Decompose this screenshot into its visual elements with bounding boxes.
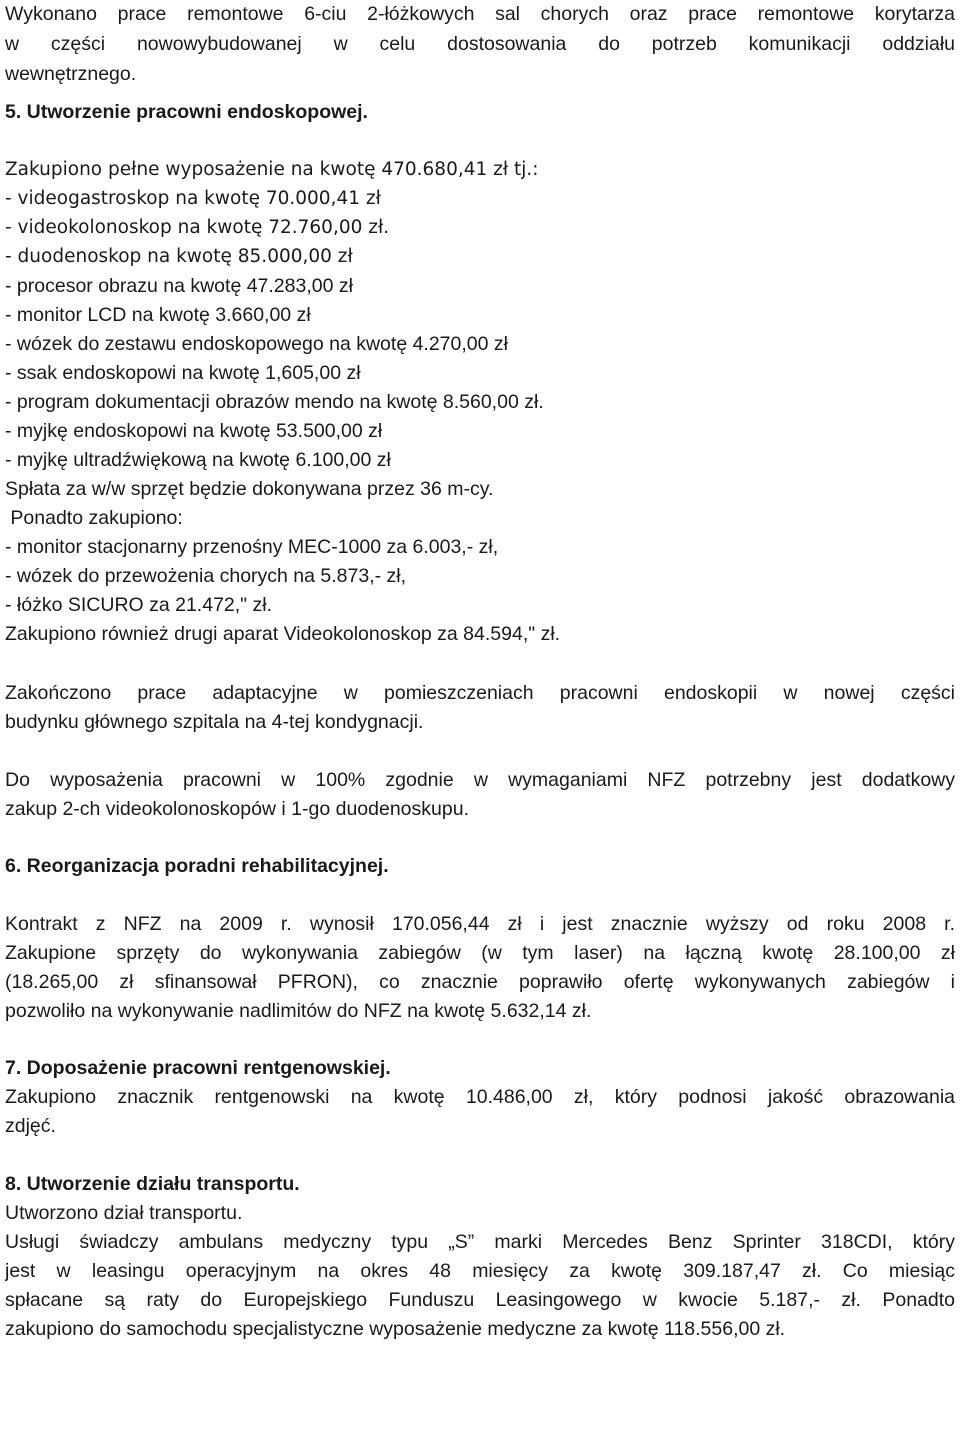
equipment-item: - wózek do zestawu endoskopowego na kwotę 4.270,00 zł xyxy=(5,333,508,355)
equipment-item: - program dokumentacji obrazów mendo na kwotę 8.560,00 zł. xyxy=(5,391,544,413)
needs-line-2: zakup 2-ch videokolonoskopów i 1-go duodenoskupu. xyxy=(5,798,469,820)
section-8-line-2: jest w leasingu operacyjnym na okres 48 miesięcy za kwotę 309.187,47 zł. Co miesiąc xyxy=(5,1260,955,1282)
additional-item: - łóżko SICURO za 21.472," zł. xyxy=(5,594,273,616)
section-8-lead: Utworzono dział transportu. xyxy=(5,1202,243,1224)
section-8-heading: 8. Utworzenie działu transportu. xyxy=(5,1173,300,1195)
additional-item: - monitor stacjonarny przenośny MEC-1000 za 6.003,- zł, xyxy=(5,536,499,558)
equipment-item: - monitor LCD na kwotę 3.660,00 zł xyxy=(5,304,311,326)
section-6-line-4: pozwoliło na wykonywanie nadlimitów do NFZ na kwotę 5.632,14 zł. xyxy=(5,1000,592,1022)
section-8-line-4: zakupiono do samochodu specjalistyczne wyposażenie medyczne za kwotę 118.556,00 zł. xyxy=(5,1318,786,1340)
intro-line-3: wewnętrznego. xyxy=(5,63,137,85)
equipment-item: - myjkę endoskopowi na kwotę 53.500,00 zł xyxy=(5,420,383,442)
section-6-heading: 6. Reorganizacja poradni rehabilitacyjnej. xyxy=(5,855,389,877)
adaptation-line-1: Zakończono prace adaptacyjne w pomieszczeniach pracowni endoskopii w nowej części xyxy=(5,682,955,704)
section-5-lead: Zakupiono pełne wyposażenie na kwotę 470.680,41 zł tj.: xyxy=(5,159,539,180)
equipment-item: - duodenoskop na kwotę 85.000,00 zł xyxy=(5,246,353,267)
second-device-note: Zakupiono również drugi aparat Videokolonoskop za 84.594," zł. xyxy=(5,623,561,645)
equipment-item: - videogastroskop na kwotę 70.000,41 zł xyxy=(5,188,381,209)
section-7-heading: 7. Doposażenie pracowni rentgenowskiej. xyxy=(5,1057,391,1079)
equipment-item: - videokolonoskop na kwotę 72.760,00 zł. xyxy=(5,217,390,238)
section-6-line-2: Zakupione sprzęty do wykonywania zabiegów (w tym laser) na łączną kwotę 28.100,00 zł xyxy=(5,942,955,964)
section-8-line-3: spłacane są raty do Europejskiego Funduszu Leasingowego w kwocie 5.187,- zł. Ponadto xyxy=(5,1289,955,1311)
section-7-line-2: zdjęć. xyxy=(5,1115,56,1137)
equipment-item: - myjkę ultradźwiękową na kwotę 6.100,00 zł xyxy=(5,449,391,471)
section-6-line-3: (18.265,00 zł sfinansował PFRON), co znacznie poprawiło ofertę wykonywanych zabiegów i xyxy=(5,971,955,993)
intro-line-2: w części nowowybudowanej w celu dostosowania do potrzeb komunikacji oddziału xyxy=(5,33,955,55)
equipment-item: - ssak endoskopowi na kwotę 1,605,00 zł xyxy=(5,362,361,384)
section-5-heading: 5. Utworzenie pracowni endoskopowej. xyxy=(5,101,368,123)
section-6-line-1: Kontrakt z NFZ na 2009 r. wynosił 170.056,44 zł i jest znacznie wyższy od roku 2008 r. xyxy=(5,913,955,935)
needs-line-1: Do wyposażenia pracowni w 100% zgodnie w wymaganiami NFZ potrzebny jest dodatkowy xyxy=(5,769,955,791)
additional-item: - wózek do przewożenia chorych na 5.873,- zł, xyxy=(5,565,407,587)
section-7-line-1: Zakupiono znacznik rentgenowski na kwotę 10.486,00 zł, który podnosi jakość obrazowania xyxy=(5,1086,955,1108)
repayment-note: Spłata za w/w sprzęt będzie dokonywana przez 36 m-cy. xyxy=(5,478,494,500)
additional-purchases-heading: Ponadto zakupiono: xyxy=(5,507,183,529)
equipment-item: - procesor obrazu na kwotę 47.283,00 zł xyxy=(5,275,353,297)
section-8-line-1: Usługi świadczy ambulans medyczny typu „S” marki Mercedes Benz Sprinter 318CDI, który xyxy=(5,1231,955,1253)
adaptation-line-2: budynku głównego szpitala na 4-tej kondygnacji. xyxy=(5,711,424,733)
intro-line-1: Wykonano prace remontowe 6-ciu 2-łóżkowych sal chorych oraz prace remontowe korytarza xyxy=(5,3,955,25)
